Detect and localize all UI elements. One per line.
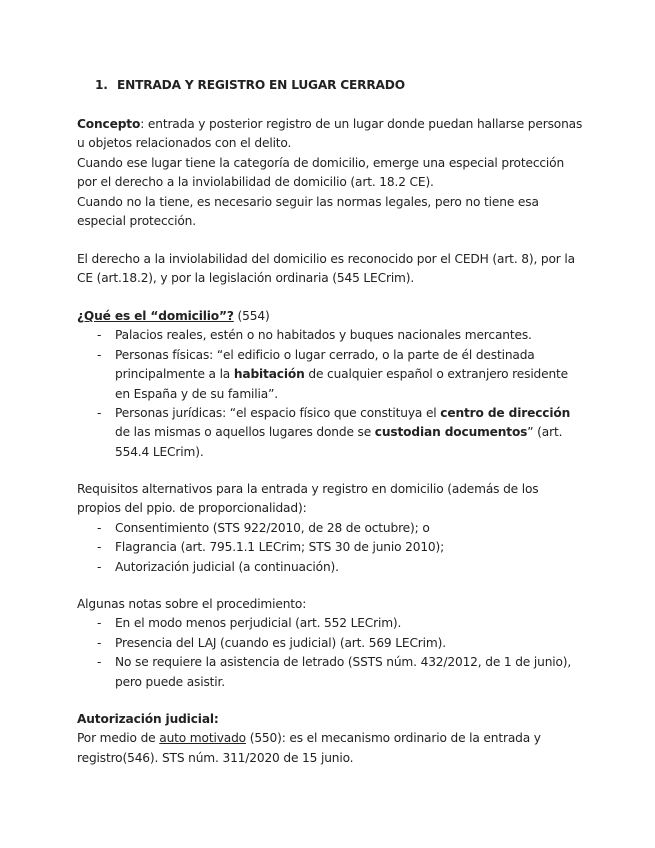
list-item-text: No se requiere la asistencia de letrado (SSTS núm. 432/2012, de 1 de junio), — [115, 655, 572, 670]
domicilio-question — [77, 309, 234, 323]
list-item-text: Palacios reales, estén o no habitados y buques nacionales mercantes. — [115, 328, 532, 343]
requisitos-list — [77, 519, 587, 577]
section-number: 1. — [95, 78, 108, 92]
autorizacion-text: (550): es el mecanismo ordinario de la entrada y — [245, 731, 541, 746]
list-item — [77, 558, 587, 577]
list-item — [77, 326, 587, 345]
section-title: ENTRADA Y REGISTRO EN LUGAR CERRADO — [117, 78, 405, 92]
list-item-text: Personas físicas: “el edificio o lugar cerrado, o la parte de él destinada — [115, 347, 535, 362]
concepto-label: Concepto — [77, 117, 141, 131]
list-item — [77, 634, 587, 653]
concepto-text: : entrada y posterior registro de un lugar donde puedan hallarse personas — [140, 117, 583, 131]
notas-section — [77, 595, 587, 692]
derecho-text: El derecho a la inviolabilidad del domicilio es reconocido por el CEDH (art. 8), por la — [77, 252, 575, 266]
list-item — [77, 519, 587, 538]
non-domicilio-text: Cuando no la tiene, es necesario seguir las normas legales, pero no tiene esa — [77, 194, 539, 209]
notas-list — [77, 614, 587, 692]
autorizacion-section — [77, 710, 587, 768]
requisitos-text: Requisitos alternativos para la entrada y registro en domicilio (además de los — [77, 482, 539, 496]
list-item — [77, 538, 587, 557]
list-item — [77, 346, 587, 404]
domicilio-ref: (554) — [233, 309, 270, 323]
dash-bullet: - — [97, 540, 102, 555]
list-item-text: 554.4 LECrim). — [115, 444, 204, 459]
dash-bullet: - — [97, 347, 102, 362]
dash-bullet: - — [97, 328, 102, 343]
dash-bullet: - — [97, 616, 102, 631]
list-item-text: Presencia del LAJ (cuando es judicial) (art. 569 LECrim). — [115, 635, 446, 650]
dash-bullet: - — [97, 520, 102, 535]
derecho-text: CE (art.18.2), y por la legislación ordinaria (545 LECrim). — [77, 271, 415, 286]
bold-term: centro de dirección — [440, 406, 571, 421]
list-item-text: Consentimiento (STS 922/2010, de 28 de octubre); o — [115, 520, 430, 535]
list-item — [77, 653, 587, 692]
dash-bullet: - — [97, 655, 102, 670]
domicilio-protection-text: por el derecho a la inviolabilidad de domicilio (art. 18.2 CE). — [77, 175, 434, 190]
list-item-text: En el modo menos perjudicial (art. 552 LECrim). — [115, 616, 402, 631]
requisitos-text: propios del ppio. de proporcionalidad): — [77, 501, 307, 516]
derecho-paragraph — [77, 250, 587, 289]
list-item-text: ” (art. — [527, 425, 563, 440]
autorizacion-text: Por medio de — [77, 731, 160, 746]
dash-bullet: - — [97, 559, 102, 574]
requisitos-section — [77, 480, 587, 577]
list-item-text: Autorización judicial (a continuación). — [115, 559, 339, 574]
list-item-text: de cualquier español o extranjero residente — [304, 367, 569, 382]
dash-bullet: - — [97, 635, 102, 650]
list-item-text: principalmente a la — [115, 367, 234, 382]
domicilio-protection-text: Cuando ese lugar tiene la categoría de domicilio, emerge una especial protección — [77, 155, 565, 170]
domicilio-section — [77, 307, 587, 462]
list-item — [77, 614, 587, 633]
list-item-text: de las mismas o aquellos lugares donde se — [115, 425, 375, 440]
domicilio-list — [77, 326, 587, 462]
list-item-text: en España y de su familia”. — [115, 386, 278, 401]
list-item-text: Personas jurídicas: “el espacio físico que constituya el — [115, 406, 441, 421]
concepto-paragraph — [77, 115, 587, 231]
concepto-text: u objetos relacionados con el delito. — [77, 136, 292, 151]
non-domicilio-text: especial protección. — [77, 214, 196, 229]
domicilio-question-text: ¿Qué es el “domicilio”? — [77, 309, 234, 323]
list-item-text: pero puede asistir. — [115, 674, 226, 689]
bold-term: custodian documentos — [374, 425, 528, 440]
dash-bullet: - — [97, 406, 102, 421]
underlined-term: auto motivado — [159, 731, 246, 746]
autorizacion-title: Autorización judicial: — [77, 712, 219, 726]
bold-term: habitación — [233, 367, 305, 382]
section-heading — [95, 76, 405, 95]
list-item — [77, 404, 587, 462]
notas-intro: Algunas notas sobre el procedimiento: — [77, 597, 307, 611]
list-item-text: Flagrancia (art. 795.1.1 LECrim; STS 30 de junio 2010); — [115, 540, 445, 555]
autorizacion-text: registro(546). STS núm. 311/2020 de 15 junio. — [77, 750, 354, 765]
